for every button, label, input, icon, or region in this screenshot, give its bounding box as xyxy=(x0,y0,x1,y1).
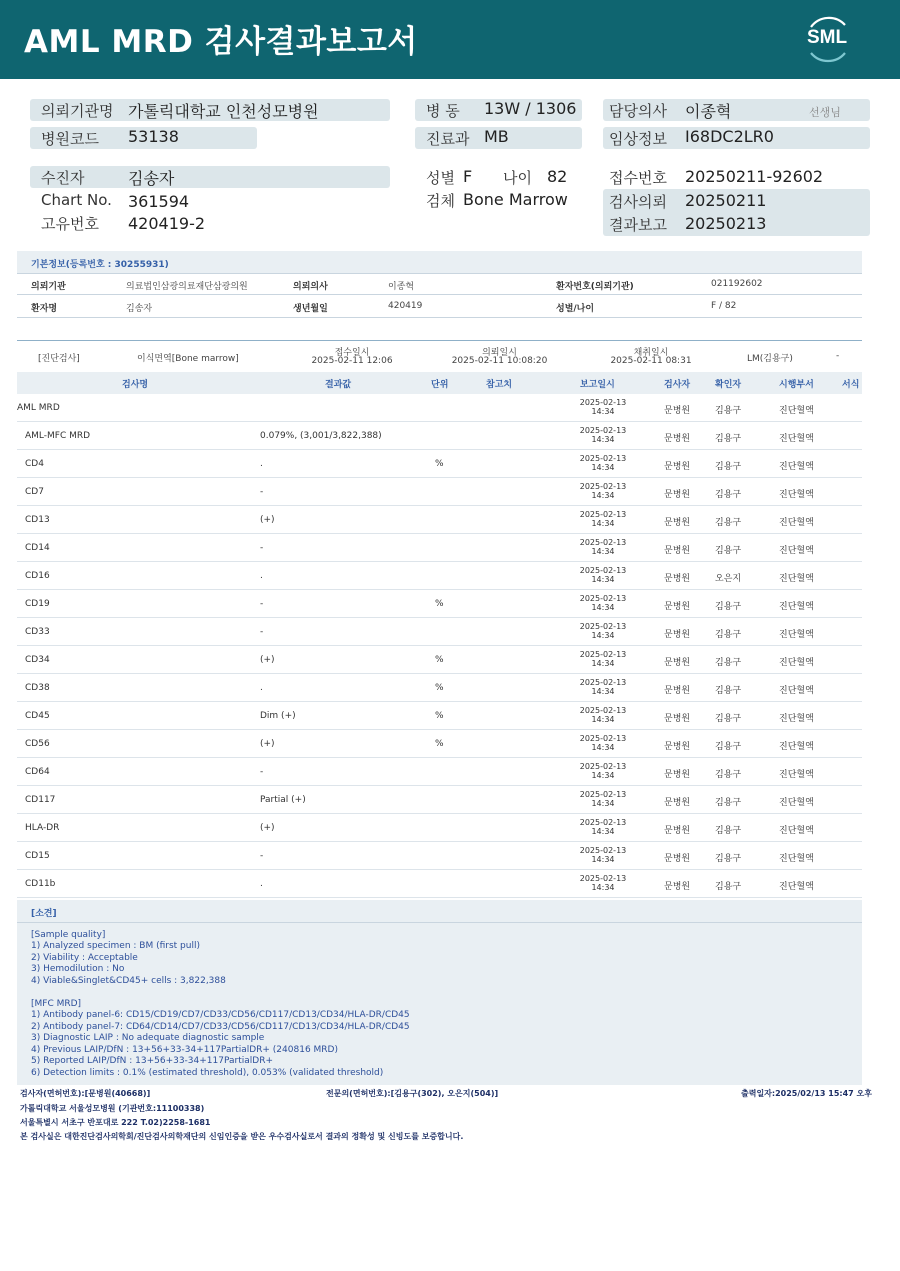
dept-label: 진료과 xyxy=(426,130,470,148)
exam-reviewer: LM(김용구) xyxy=(747,354,793,364)
row-tester: 문병원 xyxy=(664,714,691,724)
row-result: - xyxy=(260,767,264,777)
row-confirmer: 김용구 xyxy=(715,462,742,472)
doctor-suffix: 선생님 xyxy=(809,106,841,119)
doctor-value: 이종혁 xyxy=(685,102,732,121)
table-row xyxy=(17,450,862,478)
row-result: (+) xyxy=(260,823,275,833)
exam-receipt-label: 접수일시 xyxy=(334,348,370,358)
exam-receipt-value: 2025-02-11 12:06 xyxy=(311,356,393,366)
comments-title: [소견] xyxy=(31,909,57,919)
footer-printed: 출력일자:2025/02/13 15:47 오후 xyxy=(741,1089,872,1098)
col-form: 서식 xyxy=(842,380,860,390)
row-time: 14:34 xyxy=(591,771,615,780)
row-result: . xyxy=(260,683,263,693)
row-dept: 진단혈액 xyxy=(779,714,814,724)
table-row xyxy=(17,786,862,814)
row-date: 2025-02-13 xyxy=(579,734,627,743)
logo-text: SML xyxy=(806,27,848,48)
row-time: 14:34 xyxy=(591,827,615,836)
row-test-name: AML-MFC MRD xyxy=(25,431,91,441)
row-date: 2025-02-13 xyxy=(579,454,627,463)
ward-value: 13W / 1306 xyxy=(484,99,577,118)
row-test-name: CD45 xyxy=(25,711,50,721)
col-report-date: 보고일시 xyxy=(580,380,615,390)
row-confirmer: 김용구 xyxy=(715,602,742,612)
exam-dash: - xyxy=(836,351,840,361)
table-row xyxy=(17,870,862,898)
row-tester: 문병원 xyxy=(664,490,691,500)
table-row xyxy=(17,394,862,422)
basic-sexage-value: F / 82 xyxy=(711,301,737,311)
row-date: 2025-02-13 xyxy=(579,874,627,883)
req-inst-value: 가톨릭대학교 인천성모병원 xyxy=(128,102,319,121)
row-dept: 진단혈액 xyxy=(779,658,814,668)
row-dept: 진단혈액 xyxy=(779,574,814,584)
sex-label: 성별 xyxy=(426,169,455,187)
row-time: 14:34 xyxy=(591,463,615,472)
row-tester: 문병원 xyxy=(664,658,691,668)
row-dept: 진단혈액 xyxy=(779,546,814,556)
divider xyxy=(17,273,862,274)
row-result: Partial (+) xyxy=(260,795,306,805)
row-result: (+) xyxy=(260,739,275,749)
basic-info-band xyxy=(17,251,862,273)
clinical-label: 임상정보 xyxy=(609,130,667,148)
comment-line: 5) Reported LAIP/DfN : 13+56+33-34+117PartialDR+ xyxy=(31,1056,273,1066)
recipient-value: 김송자 xyxy=(128,169,175,188)
table-row xyxy=(17,506,862,534)
exam-request-value: 2025-02-11 10:08:20 xyxy=(451,356,548,366)
row-confirmer: 김용구 xyxy=(715,630,742,640)
row-tester: 문병원 xyxy=(664,770,691,780)
comment-line: [MFC MRD] xyxy=(31,999,82,1009)
col-confirmer: 확인자 xyxy=(715,380,742,390)
row-confirmer: 김용구 xyxy=(715,686,742,696)
row-tester: 문병원 xyxy=(664,630,691,640)
row-date: 2025-02-13 xyxy=(579,510,627,519)
row-date: 2025-02-13 xyxy=(579,566,627,575)
row-tester: 문병원 xyxy=(664,798,691,808)
row-date: 2025-02-13 xyxy=(579,538,627,547)
row-time: 14:34 xyxy=(591,631,615,640)
table-row xyxy=(17,562,862,590)
report-title: AML MRD 검사결과보고서 xyxy=(24,24,418,60)
row-time: 14:34 xyxy=(591,603,615,612)
divider xyxy=(17,340,862,341)
row-test-name: CD64 xyxy=(25,767,50,777)
row-dept: 진단혈액 xyxy=(779,490,814,500)
row-test-name: CD117 xyxy=(25,795,56,805)
row-tester: 문병원 xyxy=(664,406,691,416)
report-header xyxy=(0,0,900,79)
table-row xyxy=(17,646,862,674)
comment-line: 3) Diagnostic LAIP : No adequate diagnostic sample xyxy=(31,1033,265,1043)
basic-patient-label: 환자명 xyxy=(31,304,58,314)
comment-line: 4) Previous LAIP/DfN : 13+56+33-34+117PartialDR+ (240816 MRD) xyxy=(31,1045,338,1055)
row-confirmer: 김용구 xyxy=(715,798,742,808)
row-time: 14:34 xyxy=(591,659,615,668)
row-dept: 진단혈액 xyxy=(779,882,814,892)
specimen-label: 검체 xyxy=(426,192,455,210)
comment-line: 4) Viable&Singlet&CD45+ cells : 3,822,388 xyxy=(31,976,226,986)
age-value: 82 xyxy=(547,167,568,186)
row-dept: 진단혈액 xyxy=(779,742,814,752)
result-label: 결과보고 xyxy=(609,216,667,234)
receipt-no-value: 20250211-92602 xyxy=(685,167,824,186)
row-time: 14:34 xyxy=(591,547,615,556)
row-result: (+) xyxy=(260,655,275,665)
col-dept: 시행부서 xyxy=(779,380,814,390)
row-date: 2025-02-13 xyxy=(579,426,627,435)
row-date: 2025-02-13 xyxy=(579,398,627,407)
row-time: 14:34 xyxy=(591,799,615,808)
footer-notice: 본 검사실은 대한진단검사의학회/진단검사의학재단의 신임인증을 받은 우수검사실로서 결과의 정확성 및 신빙도를 보증합니다. xyxy=(20,1132,464,1141)
col-result: 결과값 xyxy=(325,380,352,390)
row-result: - xyxy=(260,543,264,553)
row-date: 2025-02-13 xyxy=(579,622,627,631)
row-time: 14:34 xyxy=(591,435,615,444)
row-dept: 진단혈액 xyxy=(779,518,814,528)
row-confirmer: 김용구 xyxy=(715,854,742,864)
row-dept: 진단혈액 xyxy=(779,686,814,696)
col-reference: 참고치 xyxy=(486,380,513,390)
exam-request-label: 의뢰일시 xyxy=(482,348,517,358)
divider xyxy=(17,922,862,923)
row-date: 2025-02-13 xyxy=(579,706,627,715)
row-test-name: CD11b xyxy=(25,879,56,889)
row-test-name: HLA-DR xyxy=(25,823,60,833)
row-confirmer: 김용구 xyxy=(715,434,742,444)
row-dept: 진단혈액 xyxy=(779,854,814,864)
row-date: 2025-02-13 xyxy=(579,650,627,659)
row-time: 14:34 xyxy=(591,519,615,528)
basic-patient-no-label: 환자번호(의뢰기관) xyxy=(556,282,634,292)
row-confirmer: 김용구 xyxy=(715,742,742,752)
basic-doctor-value: 이종혁 xyxy=(388,282,415,292)
unique-label: 고유번호 xyxy=(41,215,99,233)
row-confirmer: 김용구 xyxy=(715,406,742,416)
table-row xyxy=(17,590,862,618)
row-result: (+) xyxy=(260,515,275,525)
row-time: 14:34 xyxy=(591,743,615,752)
row-test-name: CD16 xyxy=(25,571,50,581)
table-row xyxy=(17,534,862,562)
basic-birth-value: 420419 xyxy=(388,301,423,311)
col-tester: 검사자 xyxy=(664,380,691,390)
sex-value: F xyxy=(463,167,473,186)
row-confirmer: 김용구 xyxy=(715,546,742,556)
basic-sexage-label: 성별/나이 xyxy=(556,304,595,314)
table-row xyxy=(17,422,862,450)
hosp-code-label: 병원코드 xyxy=(41,130,99,148)
row-tester: 문병원 xyxy=(664,462,691,472)
col-test-name: 검사명 xyxy=(122,380,149,390)
row-dept: 진단혈액 xyxy=(779,434,814,444)
row-tester: 문병원 xyxy=(664,574,691,584)
row-test-name: CD14 xyxy=(25,543,50,553)
row-date: 2025-02-13 xyxy=(579,846,627,855)
chart-value: 361594 xyxy=(128,192,190,211)
row-date: 2025-02-13 xyxy=(579,762,627,771)
comments-section xyxy=(17,900,862,1085)
row-test-name: CD38 xyxy=(25,683,50,693)
row-result: . xyxy=(260,879,263,889)
row-dept: 진단혈액 xyxy=(779,602,814,612)
row-test-name: AML MRD xyxy=(17,403,60,413)
row-date: 2025-02-13 xyxy=(579,790,627,799)
basic-doctor-label: 의뢰의사 xyxy=(293,282,328,292)
row-tester: 문병원 xyxy=(664,518,691,528)
dept-value: MB xyxy=(484,127,509,146)
specimen-value: Bone Marrow xyxy=(463,190,568,209)
row-tester: 문병원 xyxy=(664,686,691,696)
row-time: 14:34 xyxy=(591,491,615,500)
comment-line: 2) Viability : Acceptable xyxy=(31,953,138,963)
row-dept: 진단혈액 xyxy=(779,826,814,836)
row-unit: % xyxy=(435,459,444,469)
row-confirmer: 김용구 xyxy=(715,518,742,528)
row-unit: % xyxy=(435,599,444,609)
result-value: 20250213 xyxy=(685,214,767,233)
row-confirmer: 김용구 xyxy=(715,770,742,780)
basic-info-title: 기본정보(등록번호 : 30255931) xyxy=(31,260,169,270)
row-test-name: CD4 xyxy=(25,459,44,469)
results-table-header xyxy=(17,372,862,394)
row-test-name: CD15 xyxy=(25,851,50,861)
row-unit: % xyxy=(435,683,444,693)
row-test-name: CD33 xyxy=(25,627,50,637)
req-inst-label: 의뢰기관명 xyxy=(41,102,114,120)
table-row xyxy=(17,842,862,870)
row-tester: 문병원 xyxy=(664,434,691,444)
row-confirmer: 김용구 xyxy=(715,882,742,892)
basic-inst-value: 의료법인삼광의료재단삼광의원 xyxy=(126,282,248,292)
row-result: - xyxy=(260,627,264,637)
test-req-value: 20250211 xyxy=(685,191,767,210)
row-time: 14:34 xyxy=(591,855,615,864)
clinical-value: I68DC2LR0 xyxy=(685,127,774,146)
col-unit: 단위 xyxy=(431,380,449,390)
row-test-name: CD19 xyxy=(25,599,50,609)
row-result: Dim (+) xyxy=(260,711,296,721)
row-unit: % xyxy=(435,711,444,721)
row-confirmer: 오은지 xyxy=(715,574,742,584)
footer-address: 서울특별시 서초구 반포대로 222 T.02)2258-1681 xyxy=(20,1118,211,1127)
unique-value: 420419-2 xyxy=(128,214,206,233)
exam-specimen: 이식면역[Bone marrow] xyxy=(137,354,239,364)
row-dept: 진단혈액 xyxy=(779,630,814,640)
row-confirmer: 김용구 xyxy=(715,826,742,836)
row-time: 14:34 xyxy=(591,575,615,584)
sml-logo xyxy=(801,13,853,65)
row-dept: 진단혈액 xyxy=(779,406,814,416)
comment-line: [Sample quality] xyxy=(31,930,106,940)
test-req-label: 검사의뢰 xyxy=(609,193,667,211)
footer-hospital: 가톨릭대학교 서울성모병원 (기관번호:11100338) xyxy=(20,1104,205,1113)
basic-patient-value: 김송자 xyxy=(126,304,153,314)
footer-tester: 검사자(면허번호):[문병원(40668)] xyxy=(20,1089,151,1098)
row-result: - xyxy=(260,487,264,497)
row-dept: 진단혈액 xyxy=(779,798,814,808)
exam-category: [진단검사] xyxy=(38,354,80,364)
row-tester: 문병원 xyxy=(664,882,691,892)
comment-line: 6) Detection limits : 0.1% (estimated threshold), 0.053% (validated threshold) xyxy=(31,1068,384,1078)
row-tester: 문병원 xyxy=(664,546,691,556)
table-row xyxy=(17,618,862,646)
table-row xyxy=(17,730,862,758)
chart-label: Chart No. xyxy=(41,191,112,209)
row-result: - xyxy=(260,599,264,609)
row-unit: % xyxy=(435,739,444,749)
row-test-name: CD13 xyxy=(25,515,50,525)
row-dept: 진단혈액 xyxy=(779,770,814,780)
divider xyxy=(17,317,862,318)
row-tester: 문병원 xyxy=(664,602,691,612)
table-row xyxy=(17,758,862,786)
row-unit: % xyxy=(435,655,444,665)
row-time: 14:34 xyxy=(591,715,615,724)
divider xyxy=(17,294,862,295)
comment-line: 3) Hemodilution : No xyxy=(31,964,125,974)
comment-line: 2) Antibody panel-7: CD64/CD14/CD7/CD33/CD56/CD117/CD13/CD34/HLA-DR/CD45 xyxy=(31,1022,410,1032)
row-date: 2025-02-13 xyxy=(579,818,627,827)
age-label: 나이 xyxy=(503,169,532,187)
row-result: 0.079%, (3,001/3,822,388) xyxy=(260,431,382,441)
basic-birth-label: 생년월일 xyxy=(293,304,328,314)
row-tester: 문병원 xyxy=(664,826,691,836)
doctor-label: 담당의사 xyxy=(609,102,667,120)
row-date: 2025-02-13 xyxy=(579,482,627,491)
recipient-label: 수진자 xyxy=(41,169,85,187)
row-time: 14:34 xyxy=(591,687,615,696)
row-tester: 문병원 xyxy=(664,854,691,864)
row-test-name: CD56 xyxy=(25,739,50,749)
row-dept: 진단혈액 xyxy=(779,462,814,472)
row-time: 14:34 xyxy=(591,883,615,892)
row-result: . xyxy=(260,571,263,581)
row-confirmer: 김용구 xyxy=(715,714,742,724)
row-result: . xyxy=(260,459,263,469)
table-row xyxy=(17,478,862,506)
row-time: 14:34 xyxy=(591,407,615,416)
comment-line: 1) Antibody panel-6: CD15/CD19/CD7/CD33/CD56/CD117/CD13/CD34/HLA-DR/CD45 xyxy=(31,1010,410,1020)
hosp-code-value: 53138 xyxy=(128,127,179,146)
row-date: 2025-02-13 xyxy=(579,594,627,603)
basic-patient-no-value: 021192602 xyxy=(711,279,763,289)
comment-line: 1) Analyzed specimen : BM (first pull) xyxy=(31,941,200,951)
footer-specialist: 전문의(면허번호):[김용구(302), 오은지(504)] xyxy=(326,1089,499,1098)
row-result: - xyxy=(260,851,264,861)
row-confirmer: 김용구 xyxy=(715,490,742,500)
exam-collect-value: 2025-02-11 08:31 xyxy=(610,356,692,366)
table-row xyxy=(17,674,862,702)
basic-inst-label: 의뢰기관 xyxy=(31,282,66,292)
row-confirmer: 김용구 xyxy=(715,658,742,668)
receipt-no-label: 접수번호 xyxy=(609,169,667,187)
ward-label: 병 동 xyxy=(426,102,460,120)
row-tester: 문병원 xyxy=(664,742,691,752)
table-row xyxy=(17,702,862,730)
table-row xyxy=(17,814,862,842)
row-test-name: CD34 xyxy=(25,655,50,665)
exam-collect-label: 채취일시 xyxy=(633,348,669,358)
row-date: 2025-02-13 xyxy=(579,678,627,687)
row-test-name: CD7 xyxy=(25,487,44,497)
